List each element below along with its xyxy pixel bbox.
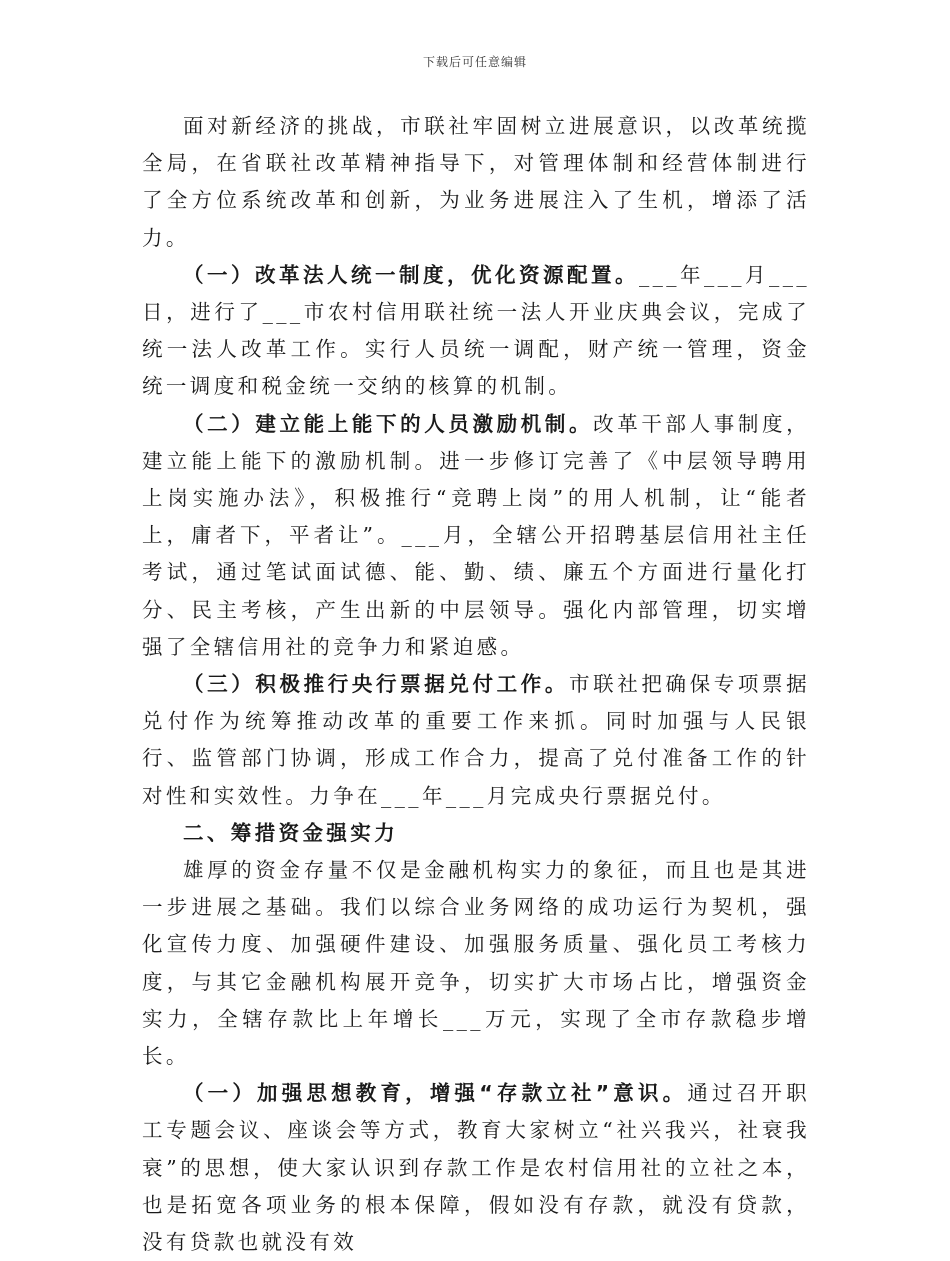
paragraph-lead: （一）改革法人统一制度，优化资源配置。	[183, 262, 639, 287]
paragraph-text: 改革干部人事制度，建立能上能下的激励机制。进一步修订完善了《中层领导聘用上岗实施办法》，积极推行“竞聘上岗”的用人机制，让“能者上，庸者下，平者让”。___月，全辖公开招聘基层信用社主任考试，通过笔试面试德、能、勤、绩、廉五个方面进行量化打分、民主考核，产生出新的中层领导。强化内部管理，切实增强了全辖信用社的竞争力和紧迫感。	[142, 411, 810, 659]
paragraph-reform-legal-person	[142, 257, 810, 406]
paragraph-text: 雄厚的资金存量不仅是金融机构实力的象征，而且也是其进一步进展之基础。我们以综合业务网络的成功运行为契机，强化宣传力度、加强硬件建设、加强服务质量、强化员工考核力度，与其它金融机构展开竞争，切实扩大市场占比，增强资金实力，全辖存款比上年增长___万元，实现了全市存款稳步增长。	[142, 858, 810, 1069]
paragraph-incentive-mechanism	[142, 406, 810, 666]
paragraph-text: 通过召开职工专题会议、座谈会等方式，教育大家树立“社兴我兴，社衰我衰”的思想，使大家认识到存款工作是农村信用社的立社之本，也是拓宽各项业务的根本保障，假如没有存款，就没有贷款，没有贷款也就没有效	[142, 1081, 810, 1255]
section-heading: 二、筹措资金强实力	[183, 820, 399, 845]
paragraph-text: 面对新经济的挑战，市联社牢固树立进展意识，以改革统揽全局，在省联社改革精神指导下，对管理体制和经营体制进行了全方位系统改革和创新，为业务进展注入了生机，增添了活力。	[142, 114, 810, 250]
paragraph-funding-strength	[142, 852, 810, 1075]
paragraph-central-bank-notes	[142, 666, 810, 815]
page-header-note: 下载后可任意编辑	[422, 55, 527, 69]
document-body	[142, 108, 810, 1261]
paragraph-lead: （一）加强思想教育，增强“存款立社”意识。	[183, 1081, 688, 1106]
paragraph-ideological-education	[142, 1075, 810, 1261]
paragraph-lead: （二）建立能上能下的人员激励机制。	[183, 411, 594, 436]
paragraph-lead: （三）积极推行央行票据兑付工作。	[183, 672, 569, 697]
paragraph-text: ___年___月___日，进行了___市农村信用联社统一法人开业庆典会议，完成了统一法人改革工作。实行人员统一调配，财产统一管理，资金统一调度和税金统一交纳的核算的机制。	[142, 262, 810, 399]
paragraph-text: 市联社把确保专项票据兑付作为统筹推动改革的重要工作来抓。同时加强与人民银行、监管部门协调，形成工作合力，提高了兑付准备工作的针对性和实效性。力争在___年___月完成央行票据兑付。	[142, 672, 810, 808]
paragraph-intro	[142, 108, 810, 257]
